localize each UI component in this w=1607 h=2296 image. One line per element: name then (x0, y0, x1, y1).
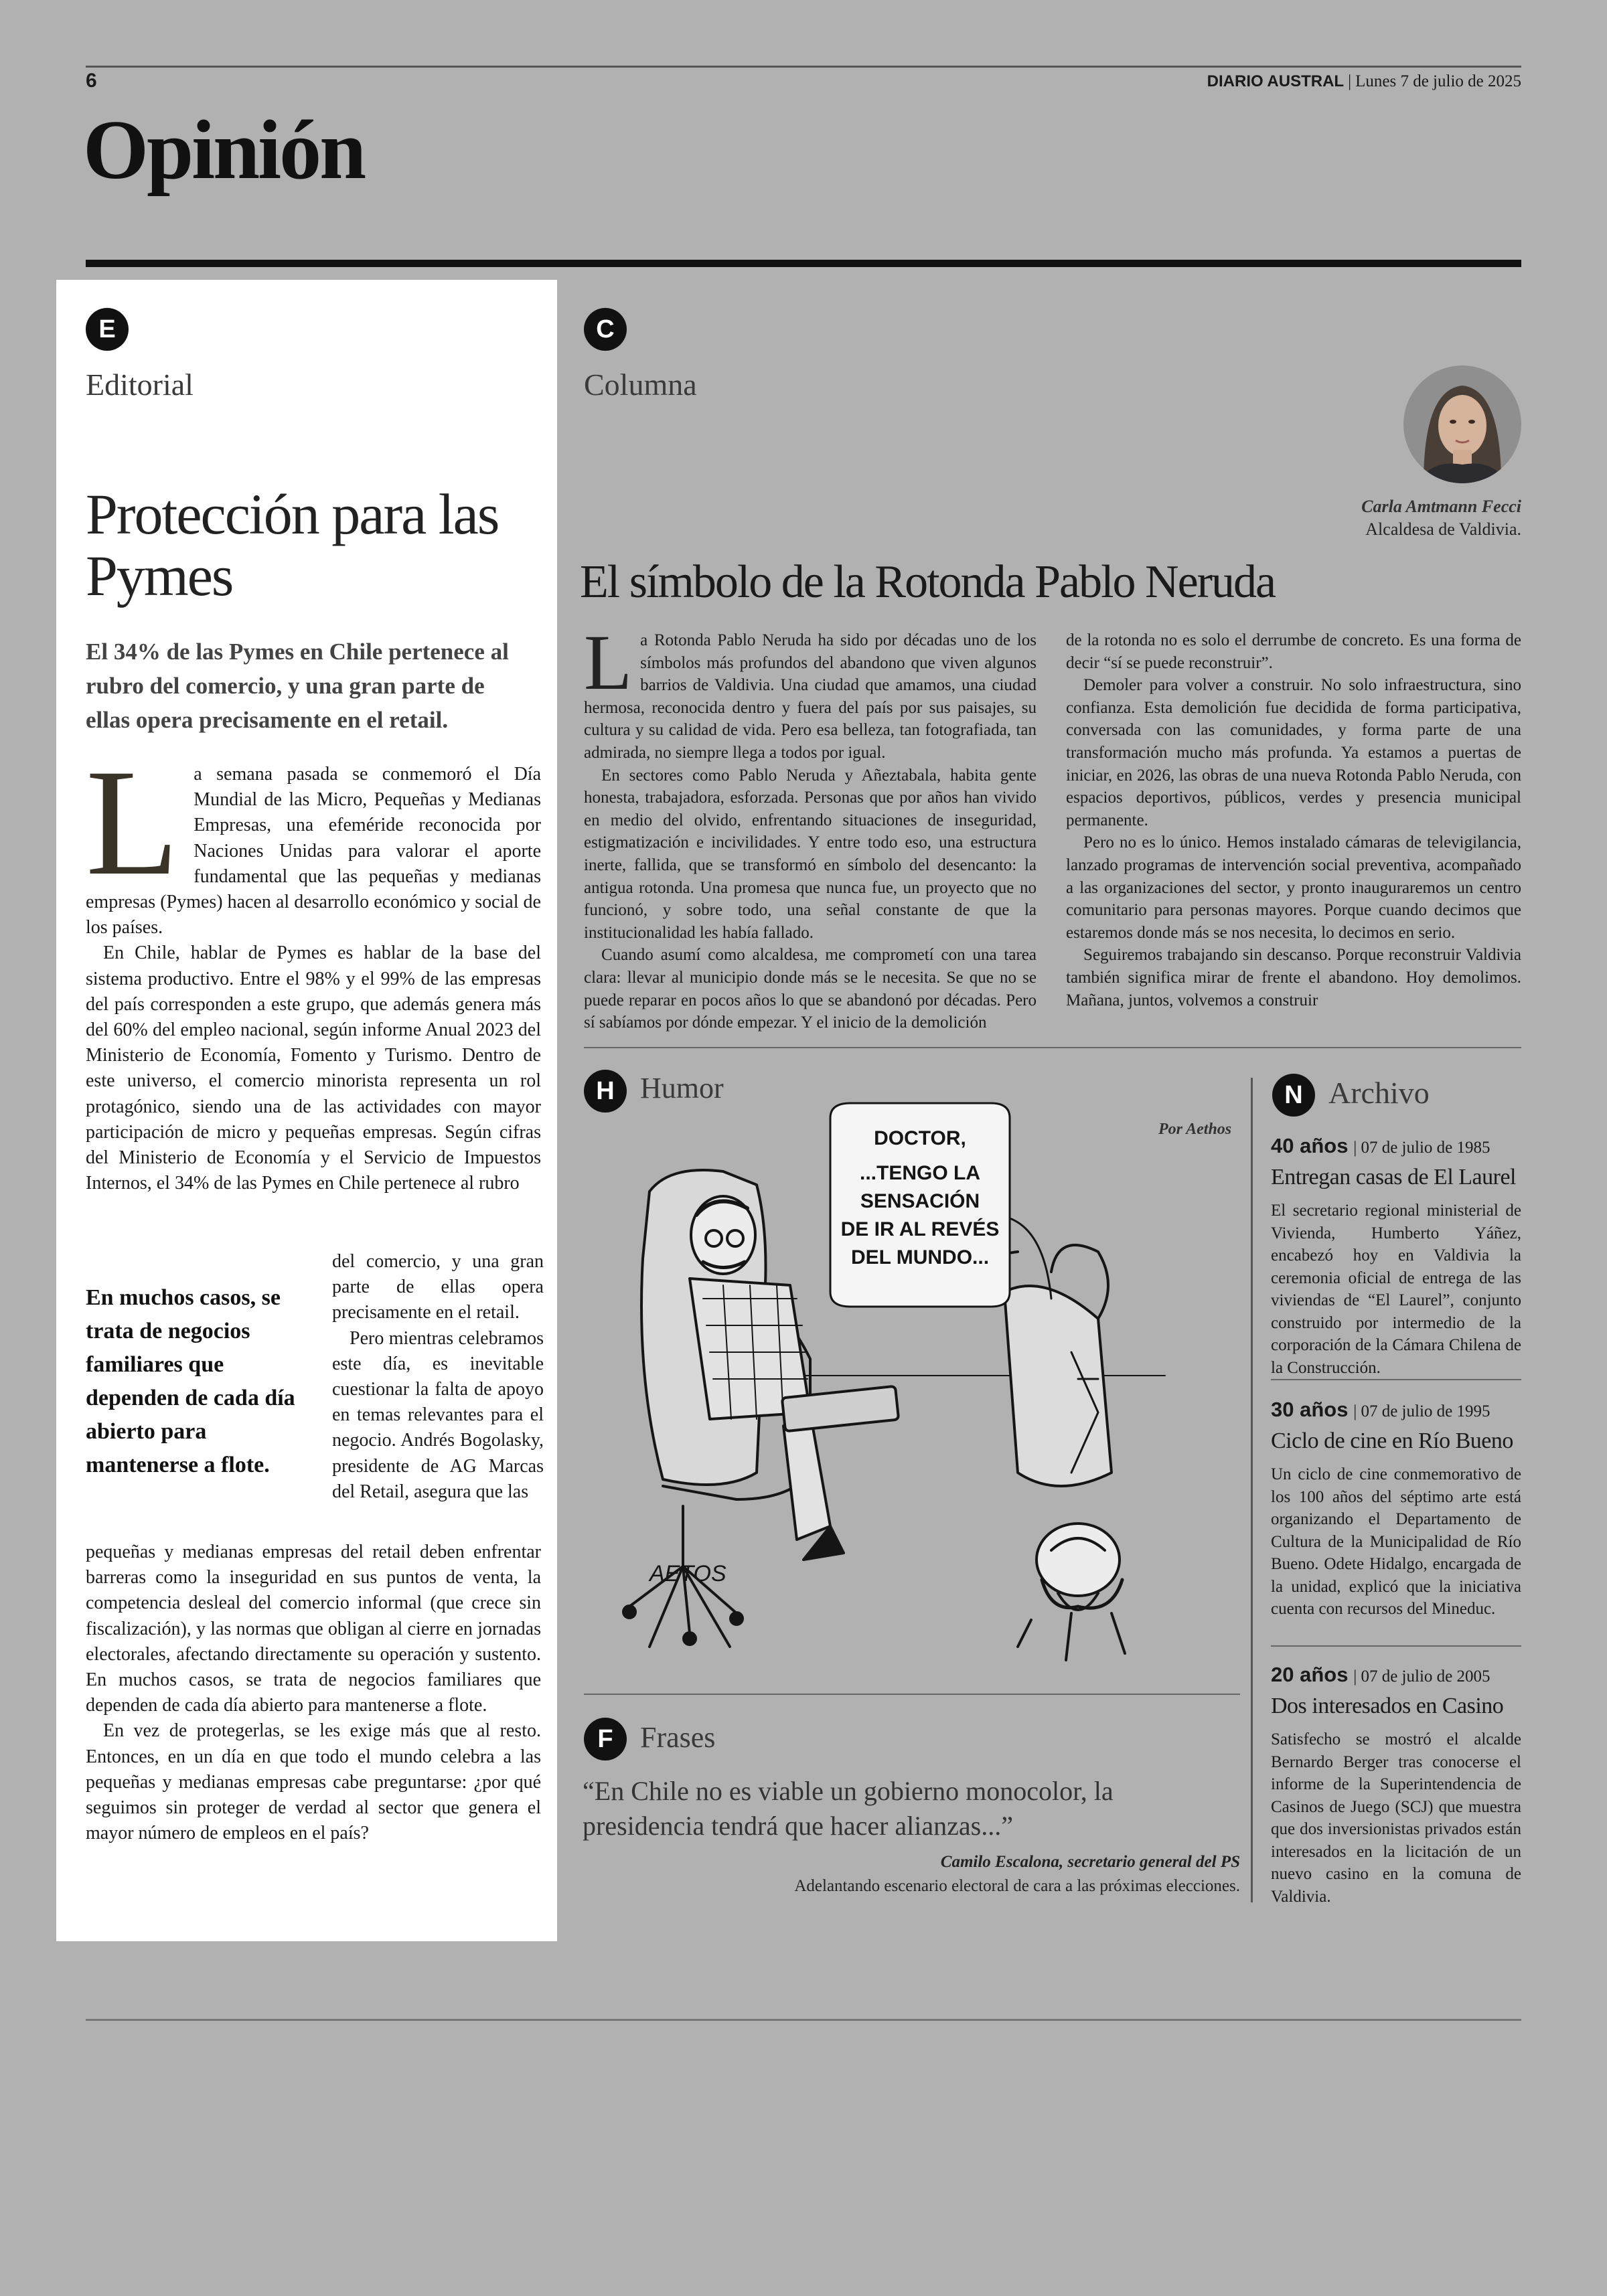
frases-quote: “En Chile no es viable un gobierno monocolor, la presidencia tendrá que hacer alianzas...” (583, 1776, 1114, 1841)
column-paragraph: de la rotonda no es solo el derrumbe de concreto. Es una forma de decir “sí se puede reconstruir”. (1066, 631, 1521, 672)
humor-bottom-rule (584, 1694, 1240, 1695)
frases-context: Adelantando escenario electoral de cara a las próximas elecciones. (794, 1877, 1240, 1895)
editorial-paragraph: Pero mientras celebramos este día, es inevitable cuestionar la falta de apoyo en temas relevantes para el negocio. Andrés Bogolasky, presidente de AG Marcas del Retail, asegura que las (332, 1327, 544, 1502)
archivo-date: | 07 de julio de 1985 (1353, 1139, 1490, 1157)
column-paragraph: En sectores como Pablo Neruda y Añeztabala, habita gente honesta, trabajadora, esforzada. Personas que por años han vivido en medio del olvido, enfrentando situaciones de inseguridad, estigmatización e incivilidades. Y entre todo eso, una estructura inerte, fallida, que se transformó en símbolo del desencanto: la antigua rotonda. Una promesa que nunca fue, un proyecto que no funcionó, y sobre todo, una señal constante de que la institucionalidad les había fallado. (584, 766, 1037, 942)
archivo-years: 30 años (1271, 1398, 1349, 1421)
column-p1-text: a Rotonda Pablo Neruda ha sido por décadas uno de los símbolos más profundos del abandono que viven algunos barrios de Valdivia. Una ciudad que amamos, una ciudad hermosa, reconocida dentro y fuera del país por sus paisajes, su cultura y su calidad de vida. Pero esa belleza, tan fotografiada, tan admirada, no siempre llega a todos por igual. (584, 631, 1037, 762)
editorial-label: Editorial (86, 367, 194, 402)
archivo-title: Ciclo de cine en Río Bueno (1271, 1428, 1513, 1453)
editorial-body (86, 738, 541, 1196)
column-paragraph (584, 619, 1037, 764)
archivo-item (1271, 1398, 1521, 1621)
masthead-separator: | (1348, 72, 1352, 90)
cartoon-signature: AETOS (649, 1561, 726, 1586)
editorial-drop-cap: L (86, 738, 179, 907)
archivo-body: El secretario regional ministerial de Vivienda, Humberto Yáñez, encabezó hoy en Valdivia la ceremonia oficial de entrega de las viviendas de “El Laurel”, conjunto construido por intermedio de la corporación de la Cámara Chilena de la Construcción. (1271, 1202, 1521, 1377)
humor-credit: Por Aethos (1158, 1121, 1232, 1138)
archivo-title: Entregan casas de El Laurel (1271, 1165, 1516, 1190)
issue-date: Lunes 7 de julio de 2025 (1355, 72, 1521, 90)
archivo-years: 40 años (1271, 1134, 1349, 1157)
column-title: El símbolo de la Rotonda Pablo Neruda (580, 556, 1276, 608)
speech-line: ...TENGO LA (860, 1162, 980, 1184)
archivo-divider (1251, 1078, 1253, 1902)
archivo-date: | 07 de julio de 1995 (1353, 1402, 1490, 1420)
archivo-item-header (1271, 1134, 1521, 1158)
column-label: Columna (584, 367, 697, 402)
humor-label: Humor (640, 1072, 724, 1104)
archivo-item-header (1271, 1398, 1521, 1422)
archivo-item (1271, 1663, 1521, 1908)
speech-line: SENSACIÓN (860, 1190, 980, 1212)
section-title: Opinión (83, 104, 365, 197)
archivo-item (1271, 1134, 1521, 1379)
editorial-body-bottom (86, 1540, 541, 1846)
editorial-title: Protección para las Pymes (86, 482, 499, 608)
editorial-paragraph: pequeñas y medianas empresas del retail deben enfrentar barreras como la inseguridad en sus puntos de venta, la competencia desleal del comercio informal (que crece sin fiscalización), y las normas que obligan al cierre en jornadas electorales, afectando directamente su operación y sustento. En muchos casos, se trata de negocios familiares que dependen de cada día abierto para mantenerse a flote. (86, 1542, 541, 1716)
column-paragraph: Pero no es lo único. Hemos instalado cámaras de televigilancia, lanzado programas de intervención social preventiva, acompañado a las organizaciones del sector, y pronto inauguraremos un centro comunitario para personas mayores. Porque cuando decimos que estaremos donde más se nos necesita, lo decimos en serio. (1066, 833, 1521, 942)
header-thick-rule (86, 260, 1521, 267)
speech-line: DEL MUNDO... (850, 1246, 990, 1268)
author-role: Alcaldesa de Valdivia. (1365, 519, 1521, 539)
frases-label: Frases (640, 1721, 716, 1754)
page-number: 6 (86, 70, 97, 92)
column-paragraph: Demoler para volver a construir. No solo infraestructura, sino confianza. Esta demolición fue decidida de forma participativa, conversada con las comunidades, y forma parte de una transformación mucho más profunda. Ya estamos a puertas de iniciar, en 2026, las obras de una nueva Rotonda Pablo Neruda, con espacios deportivos, públicos, verdes y presencia municipal permanente. (1066, 676, 1521, 829)
author-photo (1403, 365, 1521, 483)
footer-rule (86, 2019, 1521, 2021)
column-paragraph: Cuando asumí como alcaldesa, me comprometí con una tarea clara: llevar al municipio donde más se le necesita. Se que no se puede reparar en pocos años lo que se abandonó por décadas. Pero sí sabíamos por dónde empezar. Y el inicio de la demolición (584, 946, 1037, 1032)
editorial-paragraph: En vez de protegerlas, se les exige más que al resto. Entonces, en un día en que todo el mundo celebra a las pequeñas y medianas empresas cabe preguntarse: ¿por qué seguimos sin proteger de verdad al sector que genera el mayor número de empleos en el país? (86, 1720, 541, 1844)
column-paragraph: Seguiremos trabajando sin descanso. Porque reconstruir Valdivia también significa mirar de frente el abandono. Hoy demolimos. Mañana, juntos, volvemos a construir (1066, 946, 1521, 1009)
editorial-paragraph: En Chile, hablar de Pymes es hablar de la base del sistema productivo. Entre el 98% y el 99% de las empresas del país corresponden a este grupo, que además genera más del 60% del empleo nacional, según informe Anual 2023 del Ministerio de Economía, Fomento y Turismo. Dentro de este universo, el comercio minorista representa un rol protagónico, siendo una de las actividades con mayor participación de micro y pequeñas empresas. Según cifras del Ministerio de Economía y el Servicio de Impuestos Internos, el 34% de las Pymes en Chile pertenece al rubro (86, 942, 541, 1194)
archivo-title: Dos interesados en Casino (1271, 1694, 1504, 1718)
archivo-body: Un ciclo de cine conmemorativo de los 100 años del séptimo arte está organizando el Departamento de Cultura de la Municipalidad de Río Bueno. Odete Hidalgo, encargada de la unidad, explicó que la iniciativa cuenta con recursos del Mineduc. (1271, 1465, 1521, 1618)
editorial-body-narrow (332, 1249, 544, 1505)
archivo-years: 20 años (1271, 1663, 1349, 1686)
frases-badge: F (584, 1718, 627, 1760)
frases-attribution: Camilo Escalona, secretario general del PS (940, 1853, 1240, 1871)
editorial-lede: El 34% de las Pymes en Chile pertenece al rubro del comercio, y una gran parte de ellas opera precisamente en el retail. (86, 639, 509, 733)
speech-line: DE IR AL REVÉS (840, 1218, 1000, 1240)
column-body-right (1066, 629, 1521, 1011)
editorial-badge: E (86, 308, 129, 351)
newspaper-name: DIARIO AUSTRAL (1207, 72, 1345, 90)
author-name: Carla Amtmann Fecci (1361, 497, 1521, 516)
cartoon (589, 1098, 1232, 1687)
editorial-paragraph (86, 738, 541, 940)
speech-line: DOCTOR, (874, 1127, 966, 1149)
archivo-rule (1271, 1379, 1521, 1380)
editorial-pull-quote: En muchos casos, se trata de negocios familiares que dependen de cada día abierto para mantenerse a flote. (86, 1285, 295, 1477)
column-badge: C (584, 308, 627, 351)
column-drop-cap: L (584, 619, 633, 706)
archivo-item-header (1271, 1663, 1521, 1687)
column-bottom-rule (584, 1047, 1521, 1048)
masthead-info (1207, 72, 1521, 91)
archivo-rule (1271, 1645, 1521, 1647)
editorial-p1-text: a semana pasada se conmemoró el Día Mundial de las Micro, Pequeñas y Medianas Empresas, una efeméride reconocida por Naciones Unidas para valorar el aporte fundamental que las pequeñas y medianas empresas (Pymes) hacen al desarrollo económico y social de los países. (86, 764, 541, 938)
humor-badge: H (584, 1070, 627, 1113)
top-rule (86, 66, 1521, 68)
column-body-left (584, 619, 1037, 1034)
editorial-paragraph: del comercio, y una gran parte de ellas opera precisamente en el retail. (332, 1251, 544, 1323)
archivo-date: | 07 de julio de 2005 (1353, 1667, 1490, 1686)
archivo-body: Satisfecho se mostró el alcalde Bernardo Berger tras conocerse el informe de la Superintendencia de Casinos de Juego (SCJ) que muestra que dos inversionistas privados están interesados en la licitación de un nuevo casino en la comuna de Valdivia. (1271, 1730, 1521, 1906)
archivo-badge: N (1272, 1074, 1315, 1117)
archivo-label: Archivo (1328, 1076, 1430, 1110)
